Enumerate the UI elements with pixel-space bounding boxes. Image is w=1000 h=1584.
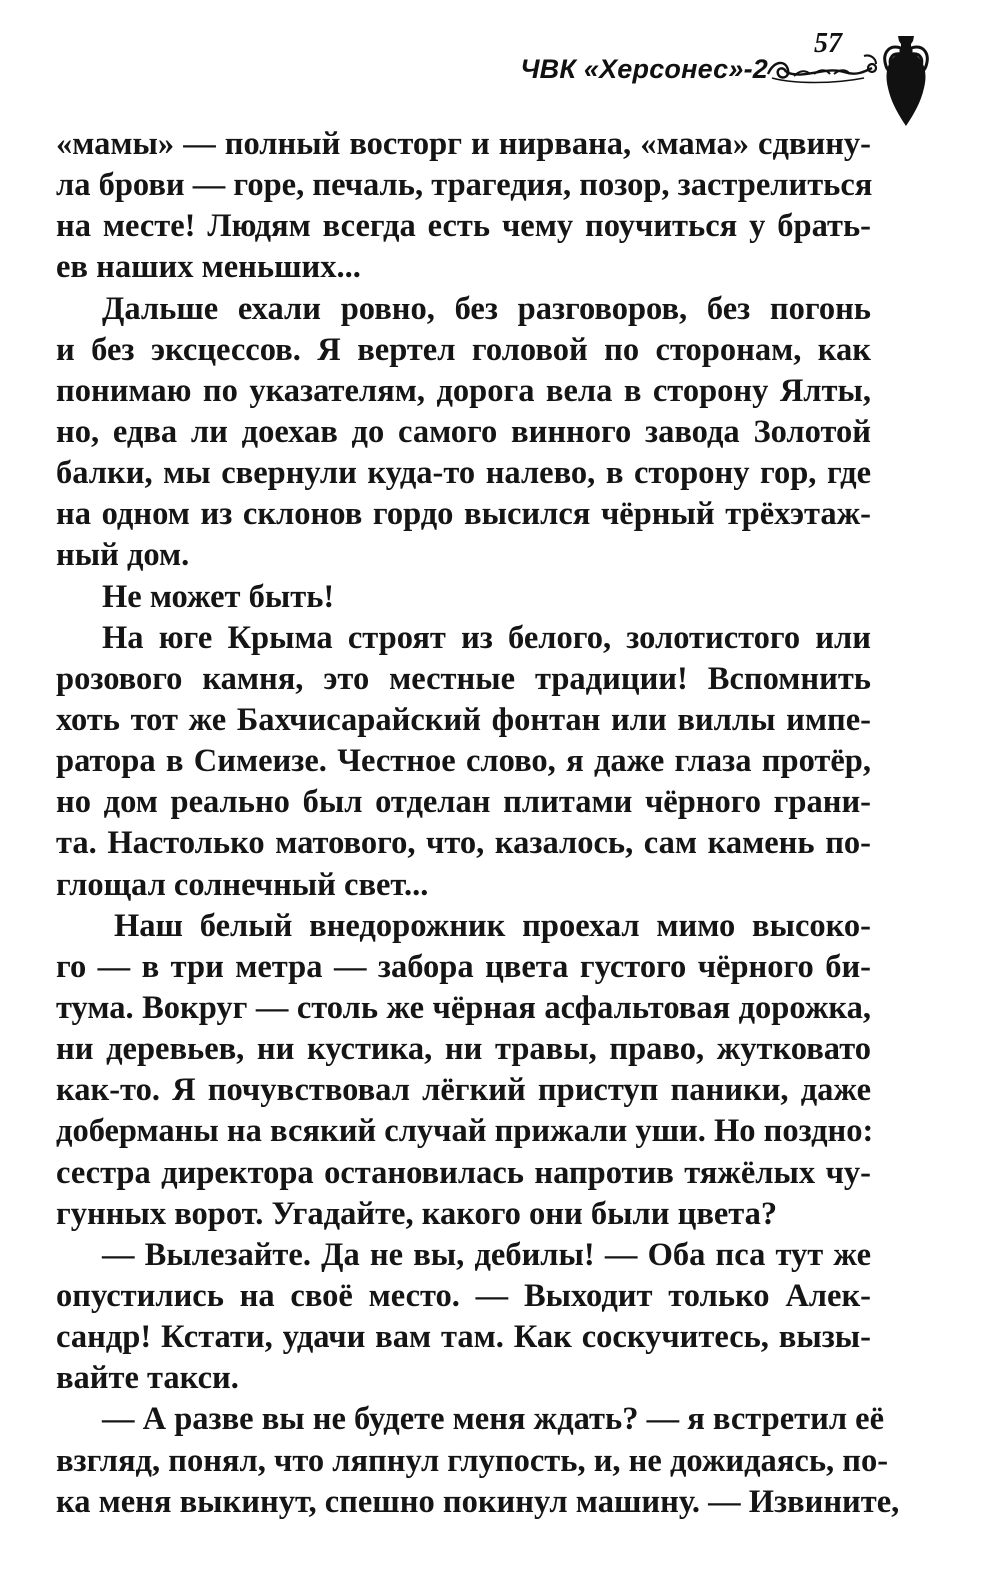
running-title: ЧВК «Херсонес»-2 xyxy=(520,54,768,84)
text-line: и без эксцессов. Я вертел головой по сторонам, как xyxy=(56,331,871,368)
text-line: опустились на своё место. — Выходит только Алек- xyxy=(56,1277,871,1314)
text-line: Дальше ехали ровно, без разговоров, без погонь xyxy=(102,290,871,327)
text-line: ни деревьев, ни кустика, ни травы, право, жутковато xyxy=(56,1031,871,1068)
text-line: ев наших меньших... xyxy=(56,249,361,286)
text-line: ла брови — горе, печаль, трагедия, позор, застрелиться xyxy=(56,167,873,204)
text-line: та. Настолько матового, что, казалось, сам камень по- xyxy=(56,825,871,862)
text-line: хоть тот же Бахчисарайский фонтан или виллы импе- xyxy=(56,701,871,738)
text-line: Наш белый внедорожник проехал мимо высоко- xyxy=(114,907,871,944)
text-line: сандр! Кстати, удачи вам там. Как соскучитесь, вызы- xyxy=(56,1319,871,1356)
text-line: ный дом. xyxy=(56,537,190,574)
scroll-flourish-icon xyxy=(764,50,882,84)
running-header xyxy=(500,28,940,114)
text-line: но, едва ли доехав до самого винного завода Золотой xyxy=(56,413,871,450)
text-line: На юге Крыма строят из белого, золотистого или xyxy=(102,619,871,656)
text-line: Не может быть! xyxy=(102,578,335,615)
text-line: розового камня, это местные традиции! Вспомнить xyxy=(56,660,871,697)
text-line: глощал солнечный свет... xyxy=(56,866,429,903)
text-line: на одном из склонов гордо высился чёрный трёхэтаж- xyxy=(56,496,871,533)
text-line: тума. Вокруг — столь же чёрная асфальтовая дорожка, xyxy=(56,989,871,1026)
text-line: понимаю по указателям, дорога вела в сторону Ялты, xyxy=(56,372,871,409)
text-line: на месте! Людям всегда есть чему поучиться у брать- xyxy=(56,208,871,245)
text-line: доберманы на всякий случай прижали уши. Но поздно: xyxy=(56,1113,874,1150)
text-line: ратора в Симеизе. Честное слово, я даже глаза протёр, xyxy=(56,743,871,780)
text-line: ка меня выкинут, спешно покинул машину. — Извините, xyxy=(56,1483,900,1520)
text-line: — Вылезайте. Да не вы, дебилы! — Оба пса тут же xyxy=(102,1236,871,1273)
text-line: го — в три метра — забора цвета густого чёрного би- xyxy=(56,948,871,985)
body-text xyxy=(56,124,900,1523)
text-line: как-то. Я почувствовал лёгкий приступ паники, даже xyxy=(56,1072,871,1109)
text-line: но дом реально был отделан плитами чёрного грани- xyxy=(56,784,871,821)
page-number: 57 xyxy=(814,28,842,59)
text-line: балки, мы свернули куда-то налево, в сторону гор, где xyxy=(56,455,871,492)
text-line: сестра директора остановилась напротив тяжёлых чу- xyxy=(56,1154,871,1191)
text-line: вайте такси. xyxy=(56,1360,239,1397)
text-line: «мамы» — полный восторг и нирвана, «мама» сдвину- xyxy=(56,126,871,162)
text-line: — А разве вы не будете меня ждать? — я встретил её xyxy=(102,1401,885,1438)
text-line: взгляд, понял, что ляпнул глупость, и, не дожидаясь, по- xyxy=(56,1442,889,1479)
text-line: гунных ворот. Угадайте, какого они были цвета? xyxy=(56,1195,778,1232)
amphora-icon xyxy=(878,32,934,128)
